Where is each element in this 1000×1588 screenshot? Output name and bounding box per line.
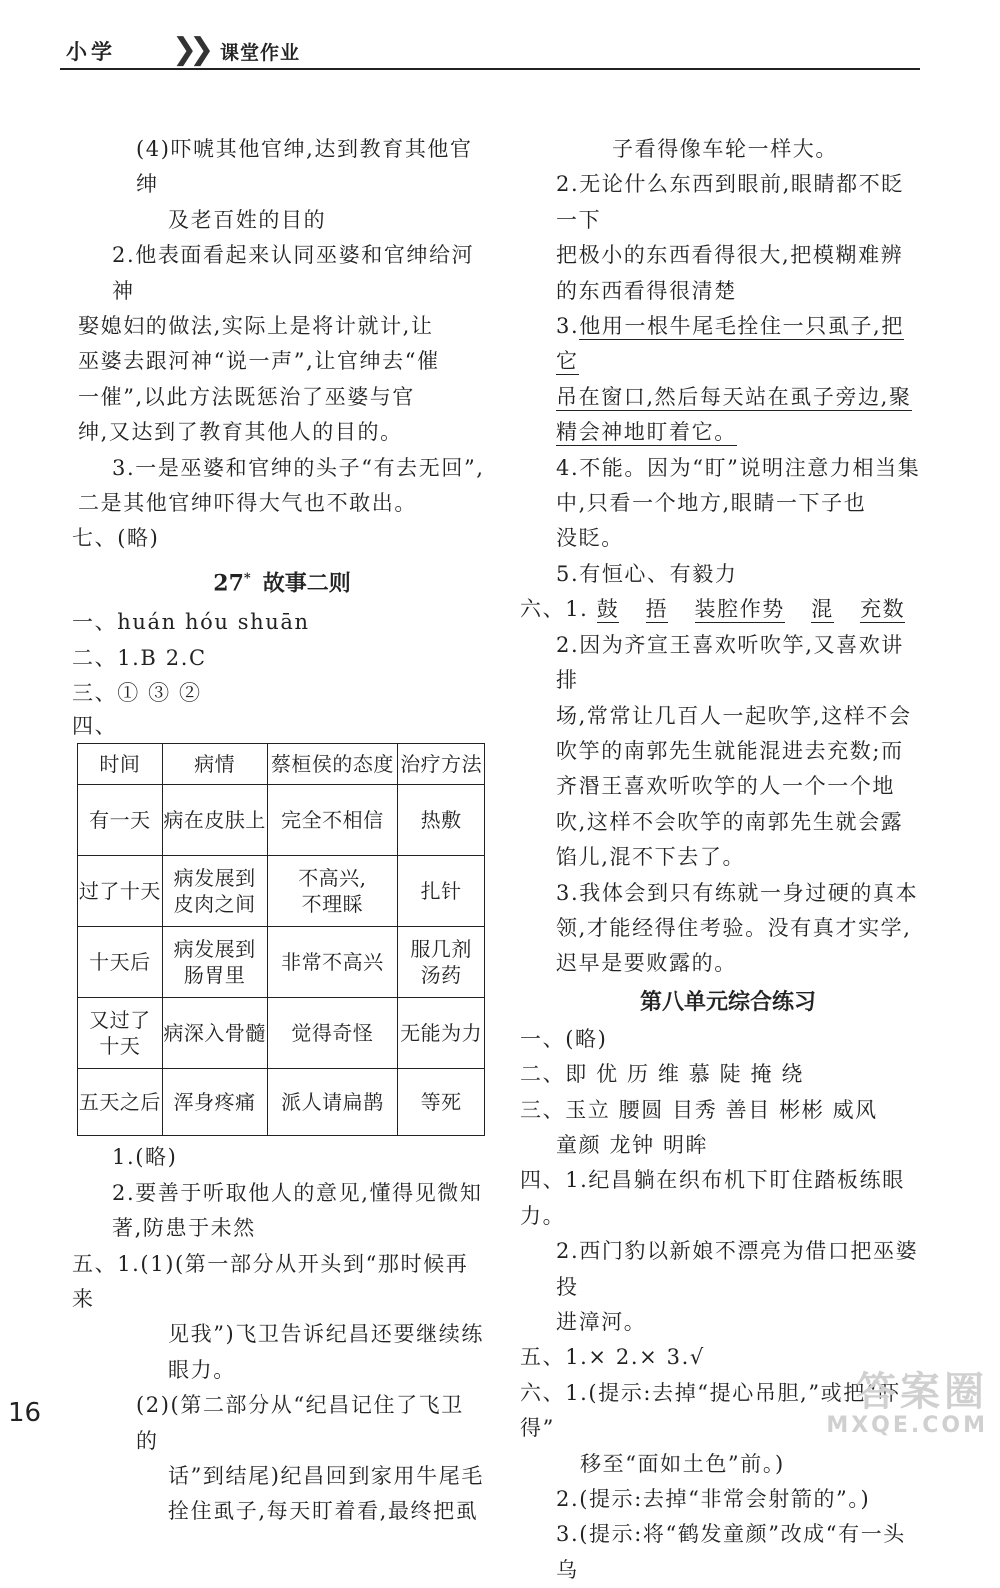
answer-line: 子看得像车轮一样大。	[612, 137, 838, 161]
table-cell: 病发展到 肠胃里	[162, 927, 267, 998]
answer-line: 童颜 龙钟 明眸	[556, 1132, 709, 1157]
underlined-word: 捂	[645, 597, 669, 622]
table-cell: 无能为力	[398, 998, 485, 1069]
lesson-number: 27	[213, 570, 244, 597]
underlined-word: 装腔作势	[694, 597, 785, 622]
answer-line: 2.西门豹以新娘不漂亮为借口把巫婆投	[556, 1239, 919, 1299]
lesson-star: *	[243, 570, 251, 586]
table-row	[78, 998, 485, 1069]
table-cell: 不高兴, 不理睬	[267, 856, 398, 927]
table-cell: 过了十天	[78, 856, 163, 927]
answer-line: 3.一是巫婆和官绅的头子“有去无回”,	[112, 455, 485, 480]
table-cell: 非常不高兴	[267, 927, 398, 998]
table-cell: 热敷	[398, 785, 485, 856]
lesson-title: 故事二则	[262, 570, 351, 597]
answer-line: 迟早是要败露的。	[556, 951, 737, 976]
answer-line: (4)吓唬其他官绅,达到教育其他官绅	[136, 137, 473, 197]
table-cell: 完全不相信	[267, 785, 398, 856]
answer-line: 领,才能经得住考验。没有真才实学,	[556, 915, 912, 940]
answer-line: 拴住虱子,每天盯着看,最终把虱	[168, 1499, 479, 1524]
left-column	[72, 132, 486, 1530]
answer-line: 吹,这样不会吹竽的南郭先生就会露	[556, 809, 904, 834]
answer-line: 没眨。	[556, 526, 624, 551]
underlined-answer: 他用一根牛尾毛拴住一只虱子,把它	[556, 314, 904, 374]
answer-line: 眼力。	[168, 1357, 236, 1382]
answer-line: 移至“面如土色”前。)	[580, 1451, 785, 1476]
answer-line: 著,防患于未然	[112, 1216, 256, 1241]
answer-line: 的东西看得很清楚	[556, 278, 737, 303]
answer-line	[520, 592, 922, 627]
table-row	[78, 856, 485, 927]
double-chevron-icon: ❯❯	[172, 32, 207, 67]
answer-line: 3.我体会到只有练就一身过硬的真本	[556, 880, 919, 905]
answer-line: 齐湣王喜欢听吹竽的人一个一个地	[556, 774, 895, 799]
answer-line: 馅儿,混不下去了。	[556, 845, 746, 870]
answer-line: 二是其他官绅吓得大气也不敢出。	[78, 491, 417, 516]
answer-line: 进漳河。	[556, 1310, 647, 1334]
answer-line: 2.无论什么东西到眼前,眼睛都不眨	[556, 172, 904, 197]
table-cell: 又过了 十天	[78, 998, 163, 1069]
table-cell: 病发展到 皮肉之间	[162, 856, 267, 927]
answer-line	[522, 309, 922, 380]
table-row	[78, 927, 485, 998]
watermark-text: 答案圈	[856, 1369, 988, 1415]
answer-line: 场,常常让几百人一起吹竽,这样不会	[556, 703, 912, 728]
answer-line: 4.不能。因为“盯”说明注意力相当集	[556, 455, 921, 480]
page-header	[60, 34, 920, 70]
table-cell: 等死	[398, 1069, 485, 1136]
answer-line: 巫婆去跟河神“说一声”,让官绅去“催	[78, 349, 440, 374]
table-cell: 派人请扁鹊	[267, 1069, 398, 1136]
table-row	[78, 785, 485, 856]
underlined-answer: 吊在窗口,然后每天站在虱子旁边,聚	[556, 384, 912, 409]
watermark-logo	[826, 1370, 988, 1438]
answer-line: 一、(略)	[520, 1026, 608, 1051]
table-cell: 浑身疼痛	[162, 1069, 267, 1136]
table-cell: 病在皮肤上	[162, 785, 267, 856]
item-number: 六、1.	[520, 597, 589, 622]
answer-line: 话”到结尾)纪昌回到家用牛尾毛	[168, 1464, 484, 1489]
answer-line: 四、	[72, 714, 118, 739]
answer-line: 四、1.纪昌躺在织布机下盯住踏板练眼力。	[520, 1168, 905, 1228]
answer-line	[522, 415, 922, 450]
header-series-title: 课堂作业	[220, 42, 301, 64]
answer-line: 见我”)飞卫告诉纪昌还要继续练	[168, 1322, 484, 1347]
underlined-answer: 精会神地盯着它。	[556, 420, 737, 445]
table-cell: 有一天	[78, 785, 163, 856]
answer-line: 3.(提示:将“鹤发童颜”改成“有一头乌	[556, 1522, 906, 1582]
table-header-cell: 治疗方法	[398, 744, 485, 785]
answer-line: 一下	[556, 207, 602, 232]
answer-line: 2.因为齐宣王喜欢听吹竽,又喜欢讲排	[556, 632, 904, 693]
answer-line: 三、① ③ ②	[72, 681, 202, 706]
answer-line: 七、(略)	[72, 526, 160, 551]
answer-line: 一催”,以此方法既惩治了巫婆与官	[78, 384, 416, 409]
table-cell: 觉得奇怪	[267, 998, 398, 1069]
table-header-cell: 蔡桓侯的态度	[267, 744, 398, 785]
answer-line	[522, 380, 922, 415]
answer-line: 吹竽的南郭先生就能混进去充数;而	[556, 738, 904, 763]
table-cell: 服几剂 汤药	[398, 927, 485, 998]
answer-line: 绅,又达到了教育其他人的目的。	[78, 420, 403, 445]
answer-line: 及老百姓的目的	[168, 207, 327, 232]
table-header-row	[78, 744, 485, 785]
watermark-url: MXQE.COM	[826, 1413, 988, 1438]
underlined-word: 鼓	[596, 597, 620, 622]
answer-line: 六、1.(提示:去掉“提心吊胆,”或把“吓得”	[520, 1380, 901, 1441]
answer-line: (2)(第二部分从“纪昌记住了飞卫的	[136, 1393, 464, 1453]
answer-line: 娶媳妇的做法,实际上是将计就计,让	[78, 314, 434, 339]
answer-line: 五、1.× 2.× 3.√	[520, 1345, 705, 1370]
item-number: 3.	[556, 314, 580, 339]
answer-line: 五、1.(1)(第一部分从开头到“那时候再来	[72, 1251, 469, 1312]
answer-line: 二、即 优 历 维 慕 陡 掩 绕	[520, 1062, 804, 1087]
table-cell: 十天后	[78, 927, 163, 998]
answer-line: 5.有恒心、有毅力	[556, 561, 738, 586]
underlined-word: 充数	[860, 597, 906, 622]
answer-line: 三、玉立 腰圆 目秀 善目 彬彬 威风	[520, 1097, 878, 1122]
table-cell: 病深入骨髓	[162, 998, 267, 1069]
unit-heading: 第八单元综合练习	[639, 988, 816, 1015]
answer-line: 2.(提示:去掉“非常会射箭的”。)	[556, 1487, 871, 1512]
answer-line: 2.要善于听取他人的意见,懂得见微知	[112, 1180, 483, 1205]
answer-line: 把极小的东西看得很大,把模糊难辨	[556, 243, 904, 268]
table-cell: 扎针	[398, 856, 485, 927]
table-header-cell: 病情	[162, 744, 267, 785]
answer-line: 二、1.B 2.C	[72, 645, 207, 670]
answer-line: 1.(略)	[112, 1145, 178, 1170]
lesson-heading	[78, 559, 486, 603]
disease-progress-table	[77, 743, 485, 1136]
table-row	[78, 1069, 485, 1136]
underlined-word: 混	[811, 597, 834, 622]
page-number: 16	[8, 1398, 42, 1428]
answer-line: 一、huán hóu shuān	[72, 610, 310, 635]
table-cell: 五天之后	[78, 1069, 163, 1136]
table-header-cell: 时间	[78, 744, 163, 785]
answer-line: 2.他表面看起来认同巫婆和官绅给河神	[112, 243, 475, 303]
header-level: 小学	[66, 40, 116, 64]
answer-line: 中,只看一个地方,眼睛一下子也	[556, 491, 867, 516]
